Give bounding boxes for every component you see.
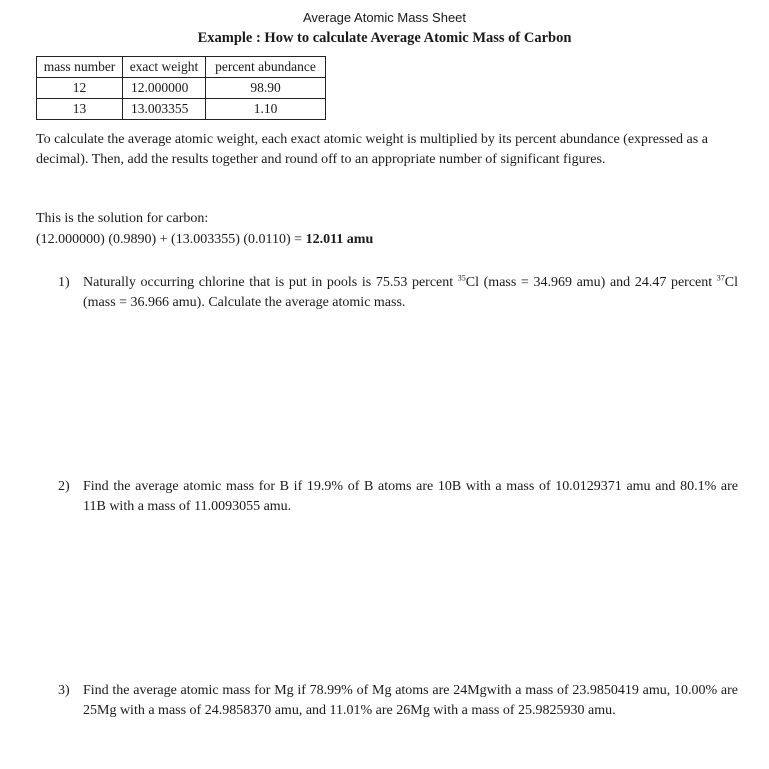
cell-mass-number: 13 bbox=[37, 99, 123, 120]
equation-text: (12.000000) (0.9890) + (13.003355) (0.0110) = bbox=[36, 232, 306, 247]
question-text-part: Cl (mass = 36.966 amu). Calculate the average atomic mass. bbox=[83, 275, 739, 310]
solution-label: This is the solution for carbon: bbox=[36, 211, 209, 226]
example-title: Example : How to calculate Average Atomic Mass of Carbon bbox=[197, 30, 572, 46]
question-number: 3) bbox=[58, 683, 70, 698]
header-mass-number: mass number bbox=[37, 57, 123, 78]
question-number: 2) bbox=[58, 479, 70, 494]
intro-paragraph: To calculate the average atomic weight, each exact atomic weight is multiplied by its percent abundance (expressed as a decimal). Then, add the results together and round off to an appropriate number of significant figures. bbox=[36, 132, 708, 167]
cell-exact-weight: 12.000000 bbox=[123, 78, 206, 99]
header-exact-weight: exact weight bbox=[123, 57, 206, 78]
question-3 bbox=[58, 681, 738, 721]
question-text: Find the average atomic mass for B if 19.9% of B atoms are 10B with a mass of 10.0129371 amu and 80.1% are 11B with a mass of 11.0093055 amu. bbox=[83, 479, 738, 514]
table-header-row bbox=[37, 57, 326, 78]
question-text bbox=[83, 273, 738, 313]
table-row bbox=[37, 99, 326, 120]
cell-percent-abundance: 1.10 bbox=[206, 99, 326, 120]
solution-equation bbox=[36, 232, 373, 248]
question-1 bbox=[58, 273, 738, 313]
question-text-part: Naturally occurring chlorine that is put in pools is 75.53 percent bbox=[83, 275, 458, 290]
table-row bbox=[37, 78, 326, 99]
cell-percent-abundance: 98.90 bbox=[206, 78, 326, 99]
header-percent-abundance: percent abundance bbox=[206, 57, 326, 78]
cell-mass-number: 12 bbox=[37, 78, 123, 99]
question-text-part: Cl (mass = 34.969 amu) and 24.47 percent bbox=[465, 275, 717, 290]
isotope-superscript: 37 bbox=[716, 273, 725, 283]
question-text: Find the average atomic mass for Mg if 78.99% of Mg atoms are 24Mgwith a mass of 23.9850419 amu, 10.00% are 25Mg with a mass of 24.9858370 amu, and 11.01% are 26Mg with a mass of 25.9825930 amu. bbox=[83, 683, 738, 718]
cell-exact-weight: 13.003355 bbox=[123, 99, 206, 120]
isotope-table bbox=[36, 56, 326, 120]
question-2 bbox=[58, 477, 738, 517]
sheet-title: Average Atomic Mass Sheet bbox=[302, 10, 467, 25]
question-number: 1) bbox=[58, 275, 70, 290]
isotope-superscript: 35 bbox=[457, 273, 466, 283]
solution-answer: 12.011 amu bbox=[305, 232, 374, 247]
